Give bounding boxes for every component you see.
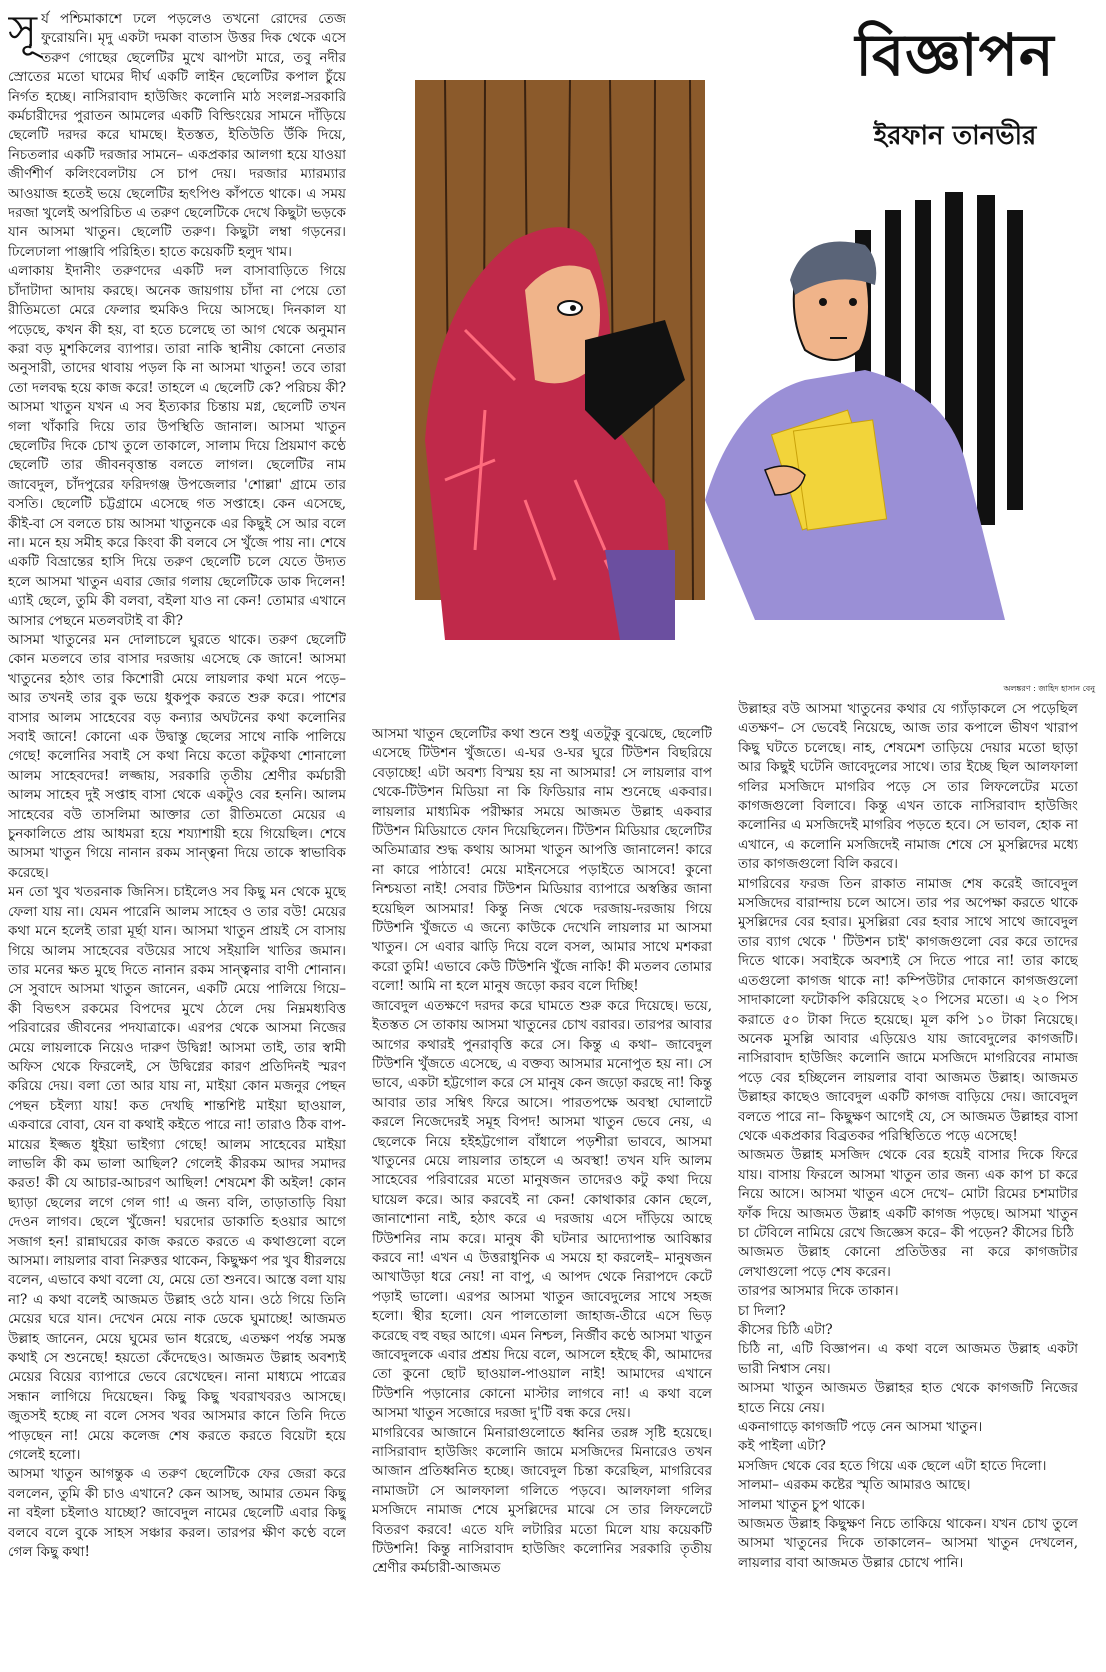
story-illustration <box>405 80 1025 680</box>
paragraph: চা দিলা? <box>738 1302 786 1319</box>
paragraph: আজমত উল্লাহ কোনো প্রতিউত্তর না করে কাগজটার লেখাগুলো পড়ে শেষ করেন। <box>738 1244 1078 1280</box>
paragraph: জাবেদুল এতক্ষণে দরদর করে ঘামতে শুরু করে দিয়েছে। ভয়ে, ইতস্তত সে তাকায় আসমা খাতুনের চোখ বরাবর। তারপর আবার আগের কথারই পুনরাবৃত্তি করে সে। কিন্তু এ কথা– জাবেদুল টিউশনি খুঁজতে এসেছে, এ বক্তব্য আসমার মনোপুত হয় না। সে ভাবে, একটা হট্টগোল করে সে মানুষ কেন জড়ো করছে না! কিন্তু আবার তার সম্বিৎ ফিরে আসে। পারতপক্ষে অবস্থা ঘোলাটে করলে নিজেদেরই সমূহ বিপদ! আসমা খাতুন ভেবে নেয়, এ ছেলেকে নিয়ে হইহট্টগোল বাঁধালে পড়শীরা ভাববে, আসমা খাতুনের মেয়ে লায়লার তাহলে এ অবস্থা! তখন যদি আলম সাহেবের পরিবারের মতো মানুষজন তাদেরও কটু কথা দিয়ে ঘায়েল করে। আর করবেই না কেন! কোথাকার কোন ছেলে, জানাশোনা নাই, হঠাৎ করে এ দরজায় এসে দাঁড়িয়ে আছে টিউশনির নাম করে। মানুষ কী ঘটনার আদ্যোপান্ত আবিষ্কার করবে না! এখন এ উত্তরাধুনিক এ সময়ে হা করলেই– মানুষজন আখাউড়া ধরে নেয়! না বাপু, এ আপদ থেকে নিরাপদে কেটে পড়াই ভালো। এরপর আসমা খাতুন জাবেদুলের সাথে সহজ হলো। স্থীর হলো। যেন পালতোলা জাহাজ-তীরে এসে ভিড় করেছে বহু বছর আগে। এমন নিশ্চল, নির্জীব কণ্ঠে আসমা খাতুন জাবেদুলকে এবার প্রশ্রয় দিয়ে বলে, আসলে হইছে কী, আমাদের তো কুনো ছোট ছাওয়াল-পাওয়াল নাই! আমাদের এখানে টিউশনি পড়ানোর কোনো মাস্টার লাগবে না! এ কথা বলে আসমা খাতুন সজোরে দরজা দু'টি বন্ধ করে দেয়। <box>372 997 712 1422</box>
paragraph: আসমা খাতুন ছেলেটির কথা শুনে শুধু এতটুকু বুঝেছে, ছেলেটি এসেছে টিউশন খুঁজতে। এ-ঘর ও-ঘর ঘুরে টিউশন বিছরিয়ে বেড়াচ্ছে! এটা অবশ্য বিস্ময় হয় না আসমার! সে লায়লার বাপ থেকে-টিউশন মিডিয়া না কি ফিডিয়ার নাম শুনেছে একবার। লায়লার মাধ্যমিক পরীক্ষার সময়ে আজমত উল্লাহ একবার টিউশন মিডিয়াতে ফোন দিয়েছিলেন। টিউশন মিডিয়ার ছেলেটির অতিমাত্রার শুদ্ধ কথায় আসমা খাতুন আপত্তি জানালেন! কারে না কারে পাঠাবে! মেয়ে মাইনসেরে পড়াইতে আসবে! কুনো নিশ্চয়তা নাই! সেবার টিউশন মিডিয়ার ব্যাপারে অস্বস্তির জানা হয়েছিল আসমার! কিন্তু নিজ থেকে দরজায়-দরজায় গিয়ে টিউশনি খুঁজতে এ জন্যে কাউকে দেখেনি লায়লার মা আসমা খাতুন। সে এবার ঝাড়ি দিয়ে বলে বসল, আমার সাথে মশকরা করো তুমি! এভাবে কেউ টিউশনি খুঁজে নাকি! কী মতলব তোমার বলো! আমি না হলে মানুষ জড়ো করব বলে দিচ্ছি! <box>372 726 712 995</box>
paragraph: মাগরিবের ফরজ তিন রাকাত নামাজ শেষ করেই জাবেদুল মসজিদের বারান্দায় চলে আসে। তার পর অপেক্ষা করতে থাকে মুসল্লিদের বের হবার। মুসল্লিরা বের হবার সাথে সাথে জাবেদুল তার ব্যাগ থেকে ' টিউশন চাই' কাগজগুলো বের করে তাদের দিতে থাকে। সবাইকে অবশ্যই সে দিতে পারে না! তার কাছে এতগুলো কাগজ থাকে না! কম্পিউটার দোকানে কাগজগুলো সাদাকালো ফটোকপি করিয়েছে ২০ পিসের মতো। এ ২০ পিস করাতে ৫০ টাকা দিতে হয়েছে। মূল কপি ১০ টাকা নিয়েছে। অনেক মুসল্লি আবার এড়িয়েও যায় জাবেদুলের কাগজটি। নাসিরাবাদ হাউজিং কলোনি জামে মসজিদে মাগরিবের নামাজ পড়ে বের হচ্ছিলেন লায়লার বাবা আজমত উল্লাহ। আজমত উল্লাহর কাছেও জাবেদুল একটি কাগজ বাড়িয়ে দেয়। জাবেদুল বলতে পারে না– কিছুক্ষণ আগেই যে, সে আজমত উল্লাহর বাসা থেকে একপ্রকার বিব্রতকর পরিস্থিতিতে পড়ে এসেছে! <box>738 875 1078 1144</box>
paragraph: সালমা খাতুন চুপ থাকে। <box>738 1496 865 1513</box>
article-column-middle <box>372 725 712 1665</box>
paragraph: আসমা খাতুন আজমত উল্লাহর হাত থেকে কাগজটি নিজের হাতে নিয়ে নেয়। <box>738 1380 1078 1416</box>
article-title: বিজ্ঞাপন <box>855 21 1055 89</box>
paragraph: উল্লাহর বউ আসমা খাতুনের কথার যে গ্যাঁড়াকলে সে পড়েছিল এতক্ষণ– সে ভেবেই নিয়েছে, আজ তার কপালে ভীষণ খারাপ কিছু ঘটতে চলেছে। নাহ, শেষমেশ তাড়িয়ে দেয়ার মতো ছাড়া আর কিছুই ঘটেনি জাবেদুলের সাথে। তার ইচ্ছে ছিল আলফালা গলির মসজিদে মাগরিব পড়ে সে তার লিফলেটের মতো কাগজগুলো বিলাবে। কিন্তু এখন তাকে নাসিরাবাদ হাউজিং কলোনির এ মসজিদেই মাগরিব পড়তে হবে। সে ভাবল, হোক না এখানে, এ কলোনি মসজিদেই নামাজ শেষে সে মুসল্লিদের মধ্যে তার কাগজগুলো বিলি করবে। <box>738 701 1078 873</box>
paragraph: আজমত উল্লাহ কিছুক্ষণ নিচে তাকিয়ে থাকেন। যখন চোখ তুলে আসমা খাতুনের দিকে তাকালেন– আসমা খাতুন দেখলেন, লায়লার বাবা আজমত উল্লার চোখে পানি। <box>738 1516 1078 1571</box>
paragraph: মসজিদ থেকে বের হতে গিয়ে এক ছেলে এটা হাতে দিলো। <box>738 1457 1047 1474</box>
paragraph: কই পাইলা এটা? <box>738 1438 826 1455</box>
paragraph: একনাগাড়ে কাগজটি পড়ে নেন আসমা খাতুন। <box>738 1419 983 1436</box>
man-eye-left <box>819 298 827 306</box>
drop-cap: সূ <box>8 10 38 57</box>
article-column-left <box>8 10 346 1665</box>
man-eye-right <box>849 298 857 306</box>
paragraph: চিঠি না, এটি বিজ্ঞাপন। এ কথা বলে আজমত উল্লাহ একটা ভারী নিশ্বাস নেয়। <box>738 1341 1078 1377</box>
author-name: ইরফান তানভীর <box>873 121 1037 151</box>
paragraph: এলাকায় ইদানীং তরুণদের একটি দল বাসাবাড়িতে গিয়ে চাঁদাটাদা আদায় করছে। অনেক জায়গায় চাঁদা না পেয়ে তো রীতিমতো মেরে ফেলার হুমকিও দিয়ে আসছে। দিনকাল যা পড়েছে, কখন কী হয়, বা হতে চলেছে তা আগ থেকে অনুমান করা বড় মুশকিলের ব্যাপার। তারা নাকি স্থানীয় কোনো নেতার অনুসারী, তাদের থাবায় পড়ল কি না আসমা খাতুন! তবে তারা তো দলবদ্ধ হয়ে কাজ করে! তাহলে এ ছেলেটি কে? পরিচয় কী? আসমা খাতুন যখন এ সব ইত্যকার চিন্তায় মগ্ন, ছেলেটি তখন গলা খাঁকারি দিয়ে তার উপস্থিতি জানাল। আসমা খাতুন ছেলেটির দিকে চোখ তুলে তাকালে, সালাম দিয়ে প্রিয়মাণ কণ্ঠে ছেলেটি তার জীবনবৃত্তান্ত বলতে লাগল। ছেলেটির নাম জাবেদুল, চাঁদপুরের ফরিদগঞ্জ উপজেলার 'শোল্লা' গ্রামে তার বসতি। ছেলেটি চট্টগ্রামে এসেছে গত সপ্তাহে। কেন এসেছে, কীই-বা সে বলতে চায় আসমা খাতুনকে এর কিছুই সে আর বলে না। মনে হয় সমীহ করে কিংবা কী বলবে সে খুঁজে পায় না। শেষে একটি বিভ্রান্তের হাসি দিয়ে তরুণ ছেলেটি চলে যেতে উদ্যত হলে আসমা খাতুন এবার জোর গলায় ছেলেটিকে ডাক দিলেন! এ্যাই ছেলে, তুমি কী বলবা, বইলা যাও না কেন! তোমার এখানে আসার পেছনে মতলবটাই বা কী? <box>8 263 346 629</box>
paragraph: আজমত উল্লাহ মসজিদ থেকে বের হয়েই বাসার দিকে ফিরে যায়। বাসায় ফিরলে আসমা খাতুন তার জন্য এক কাপ চা করে নিয়ে আসে। আসমা খাতুন এসে দেখে– মোটা রিমের চশমাটার ফাঁক দিয়ে আজমত উল্লাহ একটি কাগজ পড়ছে। আসমা খাতুন চা টেবিলে নামিয়ে রেখে জিজ্ঞেস করে– কী পড়েন? কীসের চিঠি <box>738 1147 1078 1241</box>
paragraph: আসমা খাতুন আগন্তুক এ তরুণ ছেলেটিকে ফের জেরা করে বললেন, তুমি কী চাও এখানে? কেন আসছ, আমার তেমন কিছু না বইলা চইলাও যাচ্ছো? জাবেদুল নামের ছেলেটি এবার কিছু বলবে বলে বুকে সাহস সঞ্চার করল। তারপর ক্ষীণ কণ্ঠে বলে গেল কিছু কথা! <box>8 1466 346 1561</box>
paragraph: কীসের চিঠি এটা? <box>738 1322 833 1338</box>
paragraph: আসমা খাতুনের মন দোলাচলে ঘুরতে থাকে। তরুণ ছেলেটি কোন মতলবে তার বাসার দরজায় এসেছে কে জানে! আসমা খাতুনের হঠাৎ তার কিশোরী মেয়ে লায়লার কথা মনে পড়ে– আর তখনই তার বুক ভয়ে ধুকপুক করতে শুরু করে। পাশের বাসার আলম সাহেবের বড় কন্যার অঘটনের কথা কলোনির সবাই জানে! কোনো এক উদ্বাস্তু ছেলের সাথে নাকি পালিয়ে গেছে! কলোনির সবাই সে কথা নিয়ে কতো কটুকথা শোনালো আলম সাহেবদের! লজ্জায়, সরকারি তৃতীয় শ্রেণীর কর্মচারী আলম সাহেব দুই সপ্তাহ বাসা থেকে একটুও বের হননি। আলম সাহেবের বউ তাসলিমা আক্তার তো রীতিমতো মেয়ের এ চুনকালিতে প্রায় আধমরা হয়ে শয্যাশায়ী হয়ে গিয়েছিল। শেষে আসমা খাতুন গিয়ে নানান রকম সান্ত্বনা দিয়ে তাকে স্বাভাবিক করেছে। <box>8 632 346 881</box>
illustration-credit: অলঙ্করণ : জাহিদ হাসান বেনু <box>1003 684 1095 693</box>
paragraph: মন তো খুব খতরনাক জিনিস। চাইলেও সব কিছু মন থেকে মুছে ফেলা যায় না। যেমন পারেনি আলম সাহেব ও তার বউ! মেয়ের কথা মনে হলেই তারা মূর্ছা যান। আসমা খাতুন প্রায়ই সে বাসায় গিয়ে আলম সাহেবের বউয়ের সাথে সইয়ালি খাতির জমান। তার মনের ক্ষত মুছে দিতে নানান রকম সান্ত্বনার বাণী শোনান। সে সুবাদে আসমা খাতুন জানেন, একটি মেয়ে পালিয়ে গিয়ে– কী বিভৎস রকমের বিপদের মুখে ঠেলে দেয় নিম্নমধ্যবিত্ত পরিবারের জীবনের পদযাত্রাকে। এরপর থেকে আসমা নিজের মেয়ে লায়লাকে নিয়েও দারুণ উদ্বিগ্ন! আসমা তাই, তার স্বামী অফিস থেকে ফিরলেই, সে উদ্বিগ্নের কারণ প্রতিদিনই স্মরণ করিয়ে দেয়। বলা তো আর যায় না, মাইয়া কোন মজনুর পেছন পেছন চইল্যা যায়! কত দেখছি শান্তশিষ্ট মাইয়া ছাওয়াল, একবারে বোবা, যেন বা কথাই কইতে পারে না! তারাও ঠিক বাপ-মায়ের ইজ্জত ধুইয়া ভাইগ্যা গেছে! আলম সাহেবের মাইয়া লাভলি কী কম ভালা আছিল? গেলেই কীরকম আদর সমাদর করত! কী যে আচার-আচরণ আছিল! শেষমেশ কী অইল! কোন ছ্যাড়া ছেলের লগে গেল গা! এ জন্য বলি, তাড়াতাড়ি বিয়া দেওন লাগব। ছেলে খুঁজেন! ঘরদোর ডাকাতি হওয়ার আগে সজাগ হন! রান্নাঘরের কাজ করতে করতে এ কথাগুলো বলে আসমা। লায়লার বাবা নিরুত্তর থাকেন, কিছুক্ষণ পর খুব ধীরলয়ে বলেন, এভাবে কথা বলো যে, মেয়ে তো শুনবে। আস্তে বলা যায় না? এ কথা বলেই আজমত উল্লাহ ওঠে যান। ওঠে গিয়ে তিনি মেয়ের ঘরে যান। দেখেন মেয়ে নাক ডেকে ঘুমাচ্ছে! আজমত উল্লাহ জানেন, মেয়ে ঘুমের ভান ধরেছে, এতক্ষণ পর্যন্ত সমস্ত কথাই সে শুনেছে! হয়তো কেঁদেছেও। আজমত উল্লাহ অবশ্যই মেয়ের বিয়ের ব্যাপারে ভেবে রেখেছেন। নানা মাধ্যমে পাত্রের সন্ধান লাগিয়ে দিয়েছেন। কিছু কিছু খবরাখবরও আসছে। জুতসই হচ্ছে না বলে সেসব খবর আসমার কানে তিনি দিতে পাড়ছেন না! মেয়ে কলেজ শেষ করতে করতে বিয়েটা হয়ে গেলেই হলো। <box>8 884 346 1464</box>
paragraph: র্য পশ্চিমাকাশে ঢলে পড়লেও তখনো রোদের তেজ ফুরোয়নি। মৃদু একটা দমকা বাতাস উত্তর দিক থেকে এসে তরুণ গোছের ছেলেটির মুখে ঝাপটা মারে, তবু নদীর স্রোতের মতো ঘামের দীর্ঘ একটি লাইন ছেলেটির কপাল চুঁয়ে নির্গত হচ্ছে। নাসিরাবাদ হাউজিং কলোনি মাঠ সংলগ্ন-সরকারি কর্মচারীদের পুরাতন আমলের একটি বিল্ডিংয়ের সামনে দাঁড়িয়ে ছেলেটি দরদর করে ঘামছে। ইতস্তত, ইতিউতি উঁকি দিয়ে, নিচতলার একটি দরজার সামনে– একপ্রকার আলগা হয়ে যাওয়া জীর্ণশীর্ণ কলিংবেলটায় সে চাপ দেয়। দরজার ম্যারম্যার আওয়াজ হতেই ভয়ে ছেলেটির হৃৎপিণ্ড কাঁপতে থাকে। এ সময় দরজা খুলেই অপরিচিত এ তরুণ ছেলেটিকে দেখে কিছুটা ভড়কে যান আসমা খাতুন। ছেলেটি তরুণ। কিছুটা লম্বা গড়নের। ঢিলেঢালা পাঞ্জাবি পরিহিত। হাতে কয়েকটি হলুদ খাম। <box>8 11 346 260</box>
paragraph: তারপর আসমার দিকে তাকান। <box>738 1283 899 1300</box>
paragraph: সালমা– এরকম কষ্টের স্মৃতি আমারও আছে। <box>738 1477 971 1494</box>
article-column-right <box>738 700 1078 1665</box>
paragraph: মাগরিবের আজানে মিনারাগুলোতে ধ্বনির তরঙ্গ সৃষ্টি হয়েছে। নাসিরাবাদ হাউজিং কলোনি জামে মসজিদের মিনারেও তখন আজান প্রতিধ্বনিত হচ্ছে। জাবেদুল চিন্তা করেছিল, মাগরিবের নামাজটা সে আলফালা গলিতে পড়বে। আলফালা গলির মসজিদে নামাজ শেষে মুসল্লিদের মাঝে সে তার লিফলেটে বিতরণ করবে! এতে যদি লটারির মতো মিলে যায় কয়েকটি টিউশনি! কিন্তু নাসিরাবাদ হাউজিং কলোনির সরকারি তৃতীয় শ্রেণীর কর্মচারী-আজমত <box>372 1424 712 1577</box>
woman-pupil <box>570 305 576 311</box>
